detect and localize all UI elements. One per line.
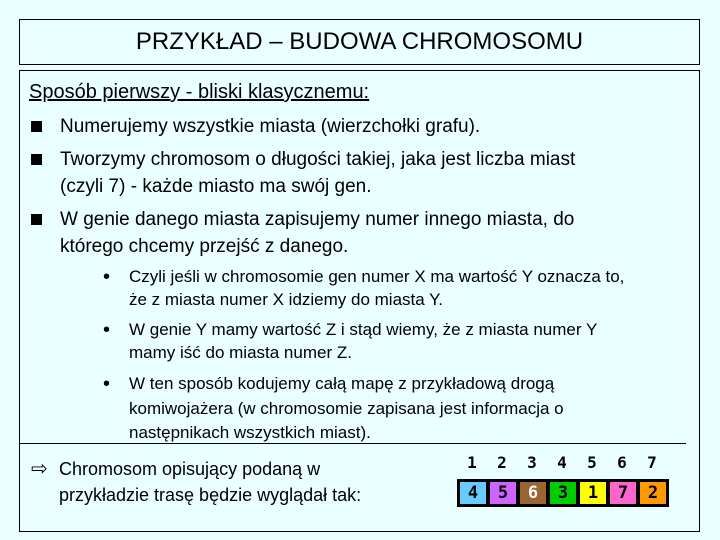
bullet-line: W genie danego miasta zapisujemy numer innego miasta, do <box>60 209 575 230</box>
gene-cell: 4 <box>460 482 486 504</box>
bullet-line: którego chcemy przejść z danego. <box>60 236 349 257</box>
section-heading: Sposób pierwszy - bliski klasycznemu: <box>29 81 370 103</box>
bullet-line: Tworzymy chromosom o długości takiej, jaka jest liczba miast <box>60 149 576 170</box>
sub-bullet-line: następnikach wszystkich miast). <box>129 423 371 442</box>
sub-bullet-line: Czyli jeśli w chromosomie gen numer X ma wartość Y oznacza to, <box>129 267 625 286</box>
gene-index: 2 <box>497 453 507 472</box>
gene-index: 1 <box>467 453 477 472</box>
square-bullet-icon <box>29 148 43 162</box>
gene-index: 6 <box>617 453 627 472</box>
gene-index: 5 <box>587 453 597 472</box>
gene-row <box>457 479 669 507</box>
bullet-line: (czyli 7) - każde miasto ma swój gen. <box>60 176 372 197</box>
chromosome-diagram <box>457 453 697 513</box>
hollow-right-arrow-icon: ⇨ <box>31 458 48 480</box>
gene-cell: 7 <box>610 482 636 504</box>
gene-cell: 6 <box>520 482 546 504</box>
gene-cell: 2 <box>640 482 666 504</box>
square-bullet-icon <box>29 115 43 129</box>
gene-index: 7 <box>647 453 657 472</box>
round-bullet-icon: • <box>103 266 111 288</box>
gene-cell: 3 <box>550 482 576 504</box>
sub-bullet-line: mamy iść do miasta numer Z. <box>129 343 352 362</box>
slide-title-box <box>19 19 700 65</box>
gene-cell: 1 <box>580 482 606 504</box>
divider <box>20 443 686 444</box>
round-bullet-icon: • <box>103 319 111 341</box>
content-box <box>19 70 700 532</box>
sub-bullet-line: W genie Y mamy wartość Z i stąd wiemy, że z miasta numer Y <box>129 320 598 339</box>
caption-line: Chromosom opisujący podaną w <box>59 459 321 479</box>
square-bullet-icon <box>29 208 43 222</box>
sub-bullet-line: W ten sposób kodujemy całą mapę z przykładową drogą <box>129 374 555 393</box>
caption-line: przykładzie trasę będzie wyglądał tak: <box>59 485 362 505</box>
slide-title: PRZYKŁAD – BUDOWA CHROMOSOMU <box>135 28 584 55</box>
sub-bullet-line: komiwojażera (w chromosomie zapisana jest informacja o <box>129 399 564 418</box>
round-bullet-icon: • <box>103 373 111 395</box>
bullet-line: Numerujemy wszystkie miasta (wierzchołki grafu). <box>60 116 481 137</box>
gene-index-row <box>457 453 667 472</box>
gene-index: 4 <box>557 453 567 472</box>
gene-cell: 5 <box>490 482 516 504</box>
sub-bullet-line: że z miasta numer X idziemy do miasta Y. <box>129 290 444 309</box>
gene-index: 3 <box>527 453 537 472</box>
